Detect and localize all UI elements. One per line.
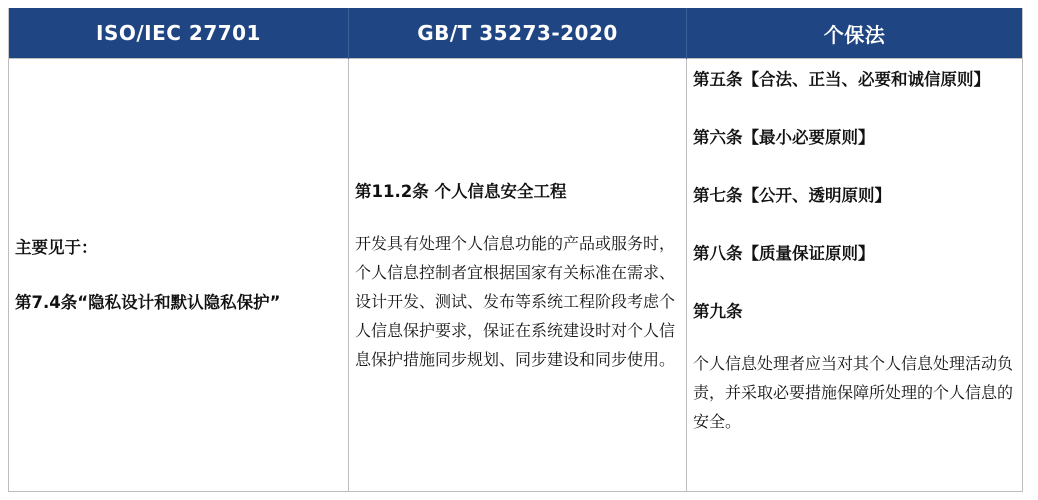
header-row [9, 8, 1023, 59]
table-row [9, 59, 1023, 492]
iso-intro-text: 主要见于： [15, 238, 98, 257]
pipl-article-8: 第八条【质量保证原则】 [693, 244, 875, 263]
gbt-clause-title: 第11.2条 个人信息安全工程 [355, 181, 567, 201]
pipl-article-9-body: 个人信息处理者应当对其个人信息处理活动负责，并采取必要措施保障所处理的个人信息的安全。 [693, 354, 1014, 431]
pipl-article-7: 第七条【公开、透明原则】 [693, 186, 891, 205]
pipl-article-9: 第九条 [693, 302, 743, 321]
gbt-clause-body: 开发具有处理个人信息功能的产品或服务时，个人信息控制者宜根据国家有关标准在需求、设计开发、测试、发布等系统工程阶段考虑个人信息保护要求，保证在系统建设时对个人信息保护措施同步规划、同步建设和同步使用。 [355, 233, 676, 369]
pipl-article-5: 第五条【合法、正当、必要和诚信原则】 [693, 70, 990, 89]
cell-pipl [687, 59, 1023, 492]
comparison-table [8, 8, 1023, 492]
cell-iso-iec-27701 [9, 59, 349, 492]
header-gbt-35273: GB/T 35273-2020 [349, 8, 687, 59]
header-iso-iec-27701: ISO/IEC 27701 [9, 8, 349, 59]
header-pipl: 个保法 [687, 8, 1023, 59]
pipl-article-6: 第六条【最小必要原则】 [693, 128, 875, 147]
iso-clause-text: 第7.4条“隐私设计和默认隐私保护” [15, 293, 281, 312]
cell-gbt-35273 [349, 59, 687, 492]
